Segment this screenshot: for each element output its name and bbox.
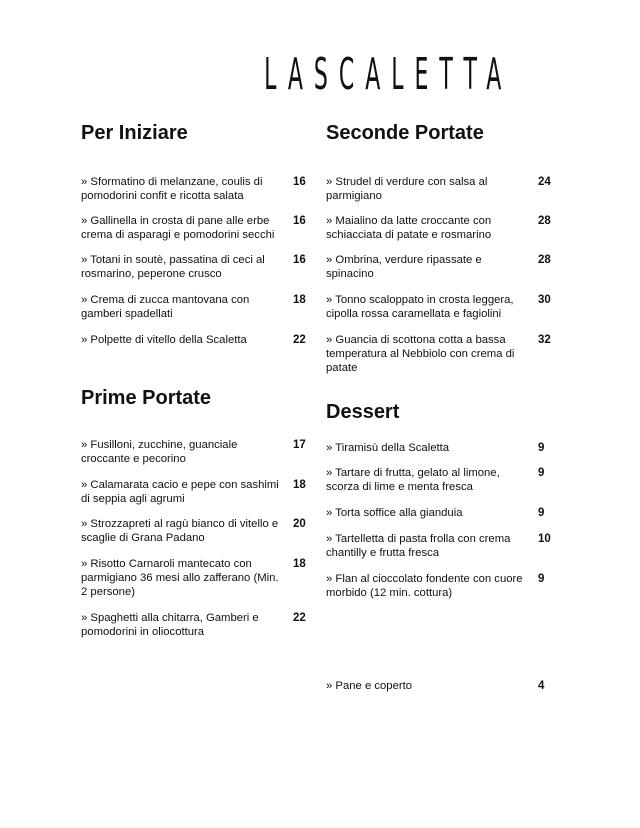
item-name: » Flan al cioccolato fondente con cuore morbido (12 min. cottura) [326, 573, 523, 599]
section-heading: Seconde Portate [326, 122, 484, 144]
menu-item [81, 557, 311, 599]
item-name: » Spaghetti alla chitarra, Gamberi e pomodorini in oliocottura [81, 612, 259, 638]
item-name: » Totani in soutè, passatina di ceci al rosmarino, peperone crusco [81, 254, 265, 280]
section-heading: Prime Portate [81, 387, 212, 409]
item-price: 22 [293, 612, 306, 624]
item-price: 28 [538, 254, 551, 266]
item-price: 9 [538, 507, 545, 519]
menu-item [326, 333, 556, 375]
item-name: » Crema di zucca mantovana con gamberi spadellati [81, 294, 250, 320]
item-price: 18 [293, 558, 306, 570]
menu-item [81, 478, 311, 506]
menu-item [81, 517, 311, 545]
menu-item [81, 175, 311, 203]
menu-item [326, 441, 556, 455]
menu-item [326, 572, 556, 600]
menu-item [326, 253, 556, 281]
menu-item [81, 253, 311, 281]
menu-item [326, 679, 556, 693]
item-price: 16 [293, 254, 306, 266]
menu-item [81, 611, 311, 639]
section-heading: Per Iniziare [81, 122, 188, 144]
menu-item [326, 466, 556, 494]
menu-item [326, 293, 556, 321]
item-name: » Tartare di frutta, gelato al limone, scorza di lime e menta fresca [326, 467, 500, 493]
item-price: 20 [293, 518, 306, 530]
item-price: 18 [293, 479, 306, 491]
item-price: 16 [293, 215, 306, 227]
menu-item [326, 214, 556, 242]
item-name: » Pane e coperto [326, 680, 413, 692]
item-name: » Sformatino di melanzane, coulis di pomodorini confit e ricotta salata [81, 176, 263, 202]
item-name: » Tiramisù della Scaletta [326, 442, 450, 454]
item-name: » Gallinella in crosta di pane alle erbe crema di asparagi e pomodorini secchi [81, 215, 275, 241]
item-name: » Guancia di scottona cotta a bassa temperatura al Nebbiolo con crema di patate [326, 334, 515, 374]
menu-item [326, 532, 556, 560]
item-price: 28 [538, 215, 551, 227]
menu-item [81, 438, 311, 466]
section-heading: Dessert [326, 401, 400, 423]
item-name: » Strudel di verdure con salsa al parmigiano [326, 176, 488, 202]
logo-text: LASCALETTA [264, 49, 513, 100]
item-name: » Tartelletta di pasta frolla con crema chantilly e frutta fresca [326, 533, 511, 559]
menu-item [326, 175, 556, 203]
item-name: » Risotto Carnaroli mantecato con parmigiano 36 mesi allo zafferano (Min. 2 persone) [81, 558, 279, 598]
item-price: 9 [538, 573, 545, 585]
item-price: 9 [538, 442, 545, 454]
item-name: » Maialino da latte croccante con schiacciata di patate e rosmarino [326, 215, 492, 241]
item-price: 9 [538, 467, 545, 479]
item-name: » Tonno scaloppato in crosta leggera, cipolla rossa caramellata e fagiolini [326, 294, 514, 320]
item-name: » Polpette di vitello della Scaletta [81, 334, 247, 346]
item-price: 18 [293, 294, 306, 306]
item-name: » Torta soffice alla gianduia [326, 507, 463, 519]
item-price: 17 [293, 439, 306, 451]
item-price: 22 [293, 334, 306, 346]
restaurant-logo [140, 49, 513, 100]
menu-item [81, 214, 311, 242]
item-price: 16 [293, 176, 306, 188]
item-name: » Ombrina, verdure ripassate e spinacino [326, 254, 482, 280]
menu-item [81, 293, 311, 321]
item-name: » Calamarata cacio e pepe con sashimi di seppia agli agrumi [81, 479, 279, 505]
menu-item [81, 333, 311, 347]
item-price: 32 [538, 334, 551, 346]
menu-item [326, 506, 556, 520]
item-name: » Fusilloni, zucchine, guanciale croccante e pecorino [81, 439, 238, 465]
item-name: » Strozzapreti al ragù bianco di vitello e scaglie di Grana Padano [81, 518, 279, 544]
item-price: 4 [538, 680, 545, 692]
item-price: 30 [538, 294, 551, 306]
item-price: 24 [538, 176, 551, 188]
item-price: 10 [538, 533, 551, 545]
